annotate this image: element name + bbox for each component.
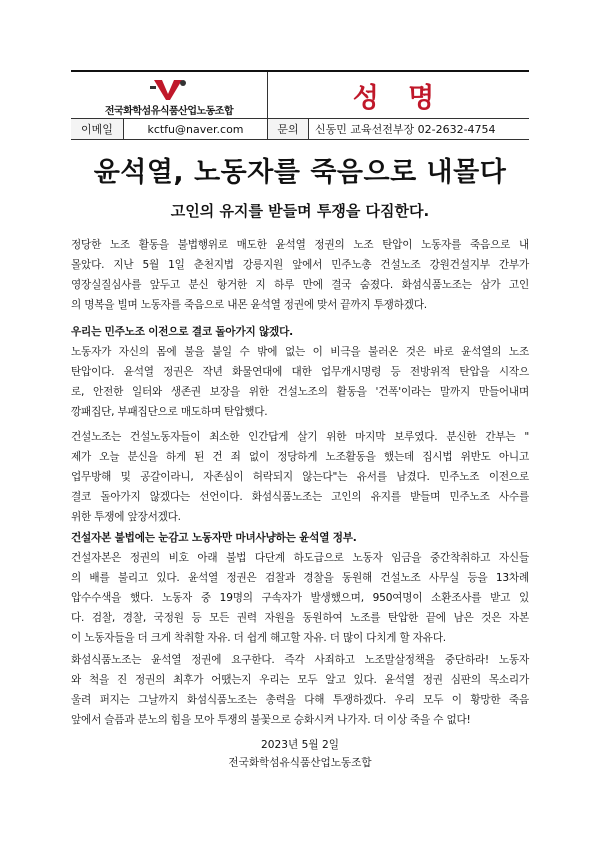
header-table	[71, 70, 529, 140]
paragraph-line: 위한 투쟁에 앞장서겠다.	[71, 511, 181, 523]
paragraph-line: 건설노조는 건설노동자들이 최소한 인간답게 살기 위한 마지막 보루였다. 분신한 간부는 "	[71, 431, 529, 443]
paragraph-3	[71, 427, 529, 527]
paragraph-line: 로, 안전한 일터와 생존권 보장을 위한 건설노조의 활동을 '건폭'이라는 말까지 만들어내며	[71, 386, 529, 398]
paragraph-line: 앞에서 슬픔과 분노의 힘을 모아 투쟁의 불꽃으로 승화시켜 나가자. 더 이상 죽을 수 없다!	[71, 714, 471, 726]
subheadline: 고인의 유지를 받들며 투쟁을 다짐한다.	[170, 202, 430, 220]
paragraph-line: 압수수색을 했다. 노동자 중 19명의 구속자가 발생했으며, 950여명이 소환조사를 받고 있	[71, 592, 529, 604]
section-heading: 건설자본 불법에는 눈감고 노동자만 마녀사냥하는 윤석열 정부.	[71, 532, 357, 544]
paragraph-line: 탄압이다. 윤석열 정권은 작년 화물연대에 대한 업무개시명령 등 전방위적 탄압을 시작으	[71, 366, 529, 378]
statement-title-cell	[268, 72, 529, 118]
paragraph-line: 다. 검찰, 경찰, 국정원 등 모든 권력 자원을 동원하여 노조를 탄압한 끝에 남은 것은 자본	[71, 612, 529, 624]
paragraph-line: 의 배를 불리고 있다. 윤석열 정권은 검찰과 경찰을 동원해 건설노조 사무실 등을 13차례	[71, 572, 529, 584]
paragraph-line: 몰았다. 지난 5월 1일 춘천지법 강릉지원 앞에서 민주노총 건설노조 강원건설지부 간부가	[71, 259, 529, 271]
paragraph-line: 울려 퍼지는 그날까지 화섬식품노조는 총력을 다해 투쟁하겠다. 우리 모두 이 황망한 죽음	[71, 694, 529, 706]
paragraph-line: 결코 돌아가지 않겠다는 선언이다. 화섬식품노조는 고인의 유지를 받들며 민주노조 사수를	[71, 491, 529, 503]
paragraph-line: 화섬식품노조는 윤석열 정권에 요구한다. 즉각 사죄하고 노조말살정책을 중단하라! 노동자	[71, 654, 529, 666]
email-value[interactable]: kctfu@naver.com	[124, 119, 268, 139]
closing-signature: 전국화학섬유식품산업노동조합	[228, 757, 372, 769]
paragraph-1	[71, 235, 529, 315]
paragraph-line: 의 명복을 빌며 노동자를 죽음으로 내몬 윤석열 정권에 맞서 끝까지 투쟁하겠다.	[71, 299, 427, 311]
paragraph-line: 건설자본은 정권의 비호 아래 불법 다단계 하도급으로 노동자 임금을 중간착취하고 자신들	[71, 552, 529, 564]
paragraph-line: 정당한 노조 활동을 불법행위로 매도한 윤석열 정권의 노조 탄압이 노동자를 죽음으로 내	[71, 239, 529, 251]
paragraph-line: 이 노동자들을 더 크게 착취할 자유. 더 쉽게 해고할 자유. 더 많이 다치게 할 자유다.	[71, 632, 446, 644]
contact-value: 신동민 교육선전부장 02-2632-4754	[315, 123, 496, 136]
paragraph-2	[71, 322, 529, 422]
paragraph-5	[71, 650, 529, 730]
paragraph-4	[71, 528, 529, 648]
closing-date: 2023년 5월 2일	[261, 739, 339, 751]
header-contact-row	[71, 119, 529, 139]
section-heading: 우리는 민주노조 이전으로 결코 돌아가지 않겠다.	[71, 326, 293, 338]
paragraph-line: 업무방해 및 공갈이라니, 자존심이 허락되지 않는다"는 유서를 남겼다. 민주노조 이전으로	[71, 471, 529, 483]
email-label: 이메일	[71, 119, 124, 139]
org-name: 전국화학섬유식품산업노동조합	[104, 106, 234, 117]
logo-cell	[71, 72, 268, 118]
headline: 윤석열, 노동자를 죽음으로 내몰다	[93, 157, 507, 188]
paragraph-line: 와 척을 진 정권의 최후가 어땠는지 우리는 모두 알고 있다. 윤석열 정권 심판의 목소리가	[71, 674, 529, 686]
contact-label: 문의	[268, 119, 309, 139]
paragraph-line: 제가 오늘 분신을 하게 된 건 죄 없이 정당하게 노조활동을 했는데 집시법 위반도 아니고	[71, 451, 529, 463]
union-logo-icon	[148, 78, 188, 102]
header-top-row	[71, 72, 529, 119]
paragraph-line: 영장실질심사를 앞두고 분신 항거한 지 하루 만에 결국 숨졌다. 화섬식품노조는 삼가 고인	[71, 279, 529, 291]
statement-title: 성 명	[352, 82, 445, 114]
paragraph-line: 깡패집단, 부패집단으로 매도하며 탄압했다.	[71, 406, 268, 418]
paragraph-line: 노동자가 자신의 몸에 불을 붙일 수 밖에 없는 이 비극을 불러온 것은 바로 윤석열의 노조	[71, 346, 529, 358]
